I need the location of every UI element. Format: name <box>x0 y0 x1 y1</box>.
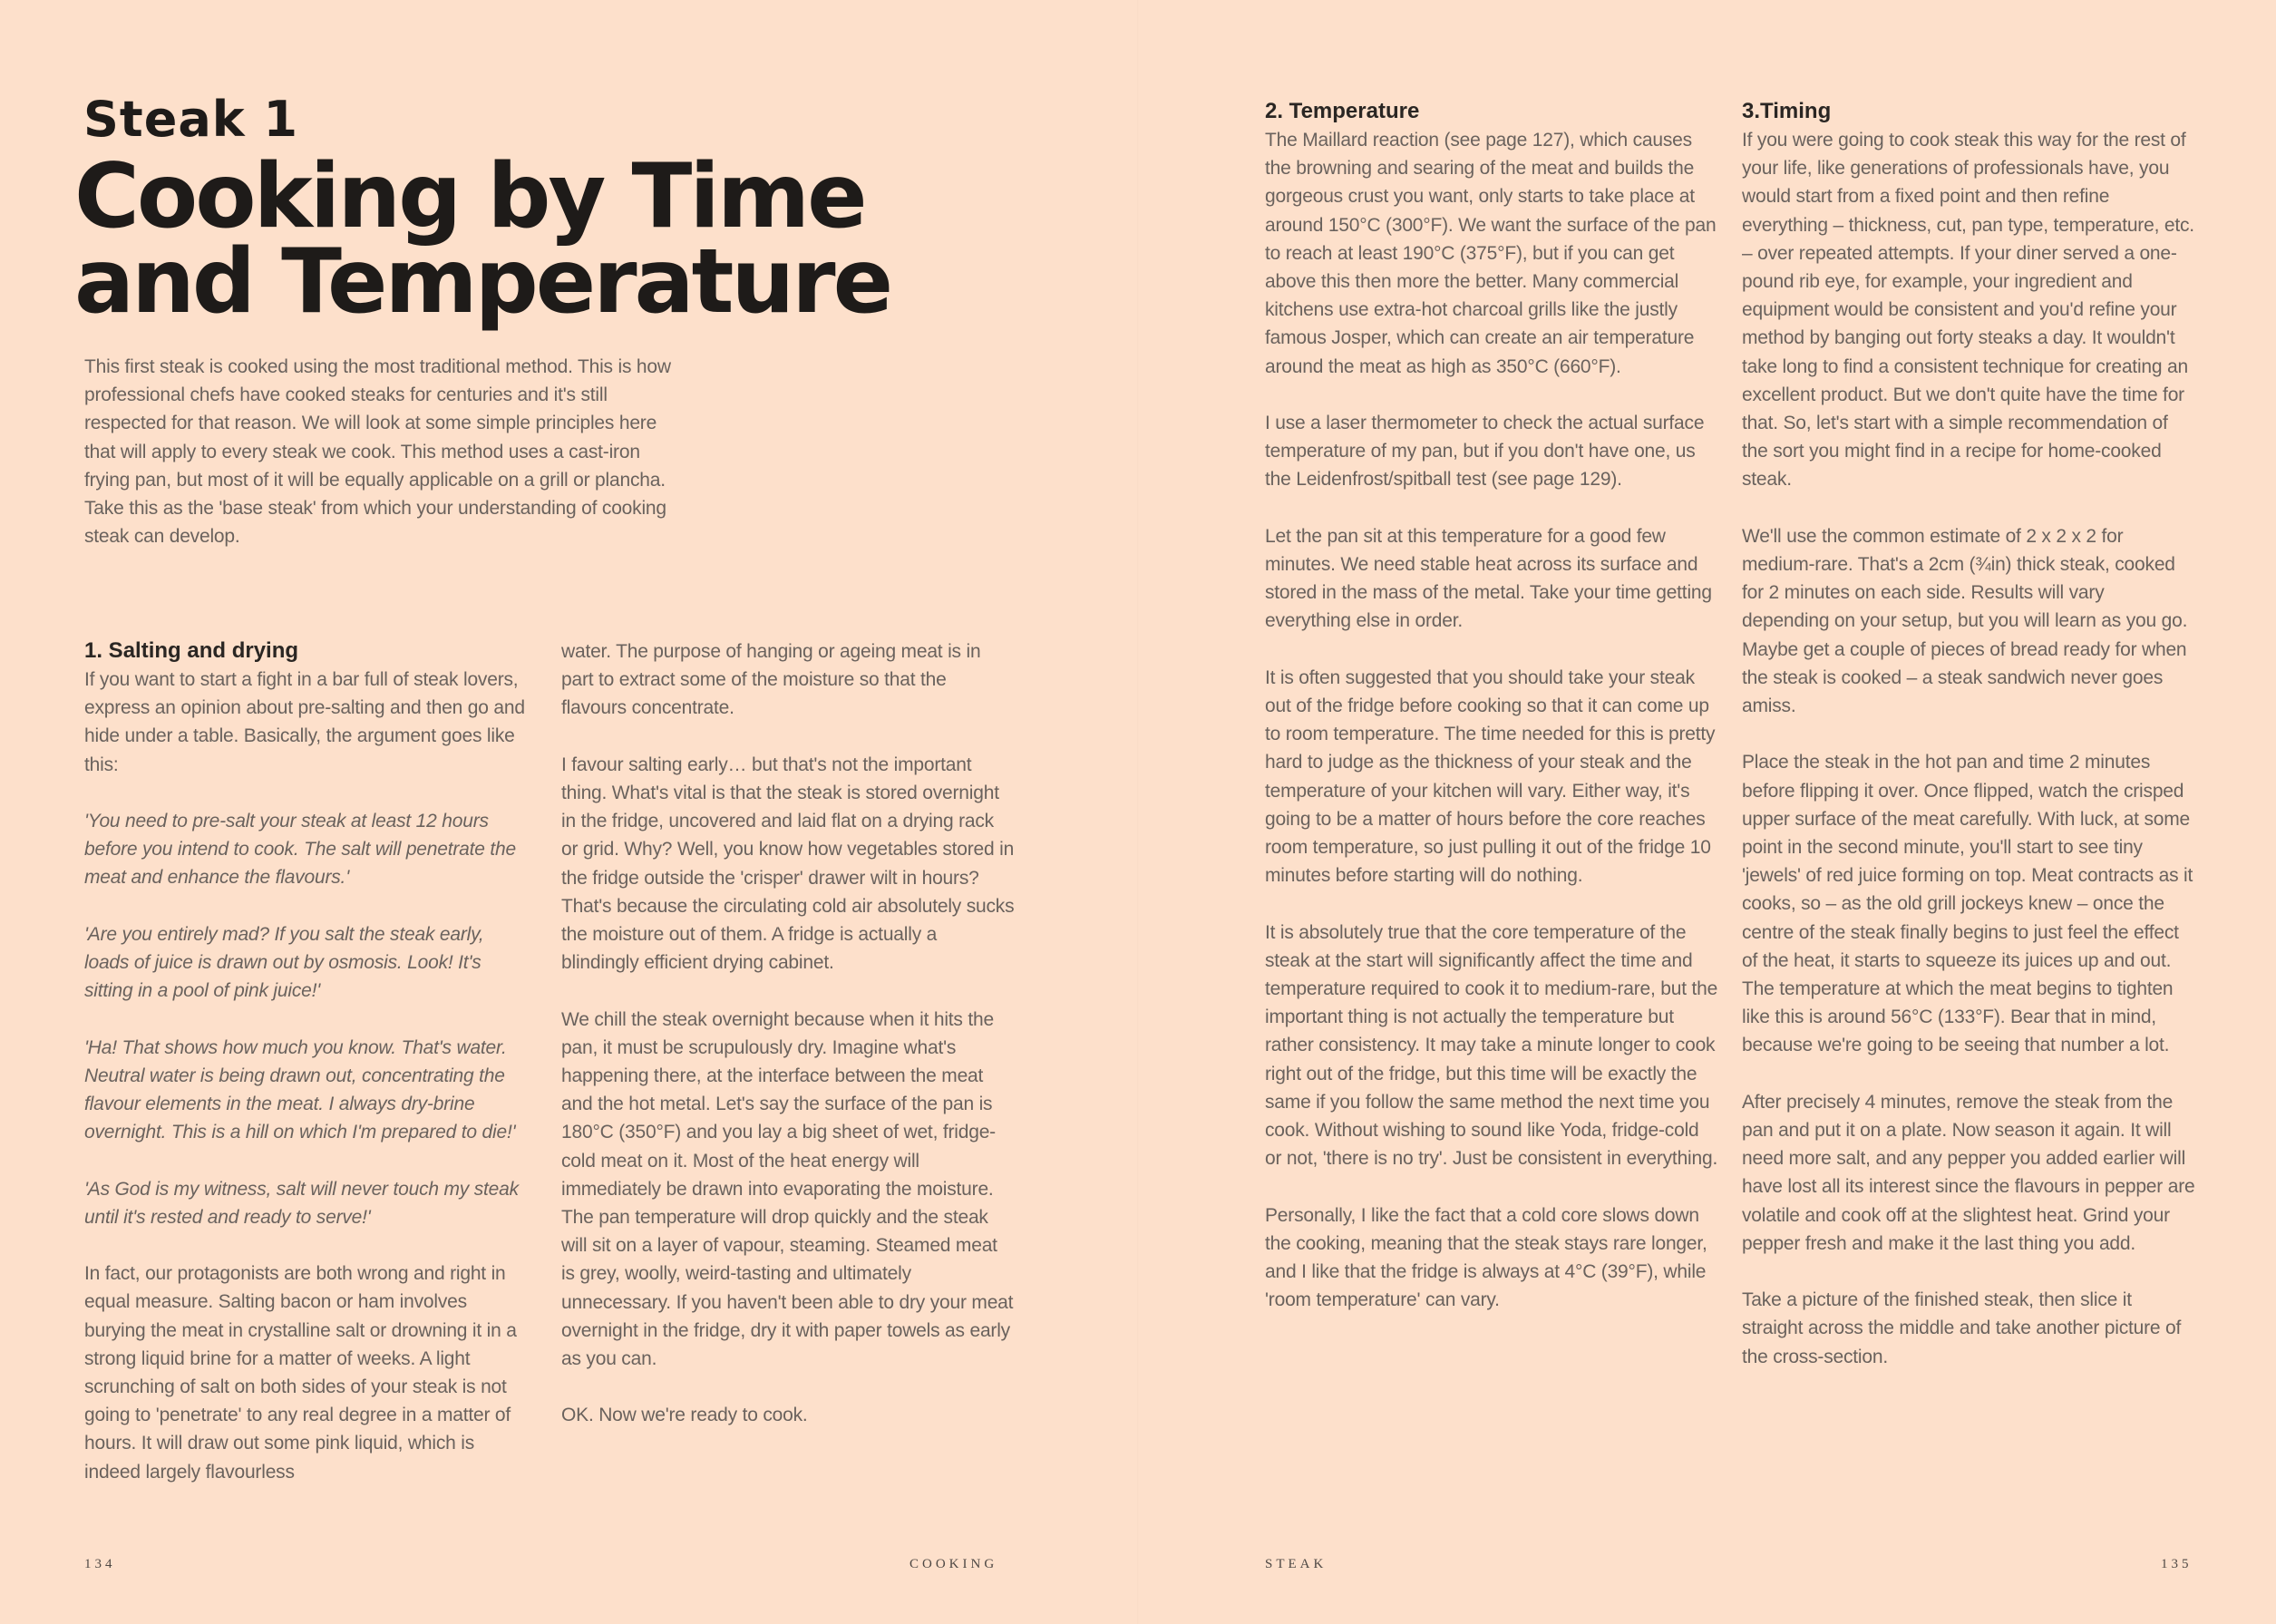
paragraph: If you were going to cook steak this way for the rest of your life, like generations of professionals have, you would start from a fixed point and then refine everything – thickness, cut, pan type, temperature, etc. – over repeated attempts. If your diner served a one-pound rib eye, for example, your ingredient and equipment would be consistent and you'd refine your method by banging out forty steaks a day. It wouldn't take long to find a consistent technique for creating an excellent product. But we don't quite have the time for that. So, let's start with a simple recommendation of the sort you might find in a recipe for home-cooked steak. <box>1742 130 2194 491</box>
quote-paragraph: 'You need to pre-salt your steak at least 12 hours before you intend to cook. The salt will penetrate the meat and enhance the flavours.' <box>84 811 516 889</box>
paragraph: Let the pan sit at this temperature for a good few minutes. We need stable heat across its surface and stored in the mass of the metal. Take your time getting everything else in order. <box>1265 525 1712 632</box>
quote-paragraph: 'As God is my witness, salt will never touch my steak until it's rested and ready to serve!' <box>84 1178 519 1228</box>
right-running-head: STEAK <box>1265 1557 1328 1571</box>
paragraph: If you want to start a fight in a bar full of steak lovers, express an opinion about pre-salting and then go and hide under a table. Basically, the argument goes like this: <box>84 669 525 775</box>
paragraph: Place the steak in the hot pan and time 2 minutes before flipping it over. Once flipped, watch the crisped upper surface of the meat carefully. With luck, at some point in the second minute, you'll start to see tiny 'jewels' of red juice forming on top. Meat contracts as it cooks, so – as the old grill jockeys knew – once the centre of the steak finally begins to just feel the effect of the heat, it starts to squeeze its juices up and out. The temperature at which the meat begins to tighten like this is around 56°C (133°F). Bear that in mind, because we're going to be seeing that number a lot. <box>1742 752 2193 1056</box>
paragraph: Personally, I like the fact that a cold core slows down the cooking, meaning that the steak stays rare longer, and I like that the fridge is always at 4°C (39°F), while 'room temperature' can vary. <box>1265 1204 1707 1311</box>
section-heading-timing: 3.Timing <box>1742 99 1832 123</box>
intro-paragraph: This first steak is cooked using the most traditional method. This is how professional chefs have cooked steaks for centuries and it's still respected for that reason. We will look at some simple principles here that will apply to every steak we cook. This method uses a cast-iron frying pan, but most of it will be equally applicable on a grill or plancha. Take this as the 'base steak' from which your understanding of cooking steak can develop. <box>84 356 671 548</box>
paragraph: The Maillard reaction (see page 127), which causes the browning and searing of the meat and builds the gorgeous crust you want, only starts to take place at around 150°C (300°F). We want the surface of the pan to reach at least 190°C (375°F), but if you can get above this then more the better. Many commercial kitchens use extra-hot charcoal grills like the justly famous Josper, which can create an air temperature around the meat as high as 350°C (660°F). <box>1265 130 1717 377</box>
paragraph: water. The purpose of hanging or ageing meat is in part to extract some of the moisture so that the flavours concentrate. <box>561 641 981 719</box>
paragraph: OK. Now we're ready to cook. <box>561 1405 808 1426</box>
paragraph: It is absolutely true that the core temperature of the steak at the start will significantly affect the time and temperature required to cook it to medium-rare, but the important thing is not actually the temperature but rather consistency. It may take a minute longer to cook right out of the fridge, but this time will be exactly the same if you follow the same method the next time you cook. Without wishing to sound like Yoda, fridge-cold or not, 'there is no try'. Just be consistent in everything. <box>1265 921 1718 1170</box>
paragraph: I favour salting early… but that's not the important thing. What's vital is that the steak is stored overnight in the fridge, uncovered and laid flat on a drying rack or grid. Why? Well, you know how vegetables stored in the fridge outside the 'crisper' drawer wilt in hours? That's because the circulating cold air absolutely sucks the moisture out of them. A fridge is actually a blindingly efficient drying cabinet. <box>561 754 1015 974</box>
paragraph: In fact, our protagonists are both wrong and right in equal measure. Salting bacon or ham involves burying the meat in crystalline salt or drowning it in a strong liquid brine for a matter of weeks. A light scrunching of salt on both sides of your steak is not going to 'penetrate' to any real degree in a matter of hours. It will draw out some pink liquid, which is indeed largely flavourless <box>84 1263 517 1483</box>
paragraph: After precisely 4 minutes, remove the steak from the pan and put it on a plate. Now season it again. It will need more salt, and any pepper you added earlier will have lost all its interest since the flavours in pepper are volatile and cook off at the slightest heat. Grind your pepper fresh and make it the last thing you add. <box>1742 1091 2195 1254</box>
section-heading-salting: 1. Salting and drying <box>84 638 299 663</box>
left-page-number: 134 <box>84 1557 116 1571</box>
right-page-number: 135 <box>2161 1557 2193 1571</box>
intro-paragraph-block <box>84 353 679 579</box>
paragraph: I use a laser thermometer to check the actual surface temperature of my pan, but if you don't have one, us the Leidenfrost/spitball test (see page 129). <box>1265 413 1705 491</box>
chapter-subtitle: Steak 1 <box>83 91 299 148</box>
column-3 <box>1265 96 1718 1343</box>
section-heading-temperature: 2. Temperature <box>1265 99 1420 123</box>
quote-paragraph: 'Ha! That shows how much you know. That's water. Neutral water is being drawn out, concentrating the flavour elements in the meat. I always dry-brine overnight. This is a hill on which I'm prepared to die!' <box>84 1036 516 1143</box>
chapter-title <box>74 145 1162 334</box>
column-2 <box>561 637 1015 1458</box>
paragraph: Take a picture of the finished steak, then slice it straight across the middle and take another picture of the cross-section. <box>1742 1289 2182 1367</box>
column-4 <box>1742 96 2195 1399</box>
paragraph: It is often suggested that you should take your steak out of the fridge before cooking so that it can come up to room temperature. The time needed for this is pretty hard to judge as the thickness of your steak and the temperature of your kitchen will vary. Either way, it's going to be a matter of hours before the core reaches room temperature, so just pulling it out of the fridge 10 minutes before starting will do nothing. <box>1265 666 1716 887</box>
column-1 <box>84 636 533 1514</box>
title-line-1: Cooking by Time <box>74 145 865 248</box>
paragraph: We'll use the common estimate of 2 x 2 x 2 for medium-rare. That's a 2cm (¾in) thick steak, cooked for 2 minutes on each side. Results will vary depending on your setup, but you will learn as you go. Maybe get a couple of pieces of bread ready for when the steak is cooked – a steak sandwich never goes amiss. <box>1742 525 2188 717</box>
title-line-2: and Temperature <box>74 230 891 334</box>
left-running-head: COOKING <box>909 1557 998 1571</box>
quote-paragraph: 'Are you entirely mad? If you salt the steak early, loads of juice is drawn out by osmosis. Look! It's sitting in a pool of pink juice!' <box>84 923 484 1002</box>
paragraph: We chill the steak overnight because when it hits the pan, it must be scrupulously dry. Imagine what's happening there, at the interface between the meat and the hot metal. Let's say the surface of the pan is 180°C (350°F) and you lay a big sheet of wet, fridge-cold meat on it. Most of the heat energy will immediately be drawn into evaporating the moisture. The pan temperature will drop quickly and the steak will sit on a layer of vapour, steaming. Steamed meat is grey, woolly, weird-tasting and ultimately unnecessary. If you haven't been able to dry your meat overnight in the fridge, dry it with paper towels as early as you can. <box>561 1008 1014 1370</box>
